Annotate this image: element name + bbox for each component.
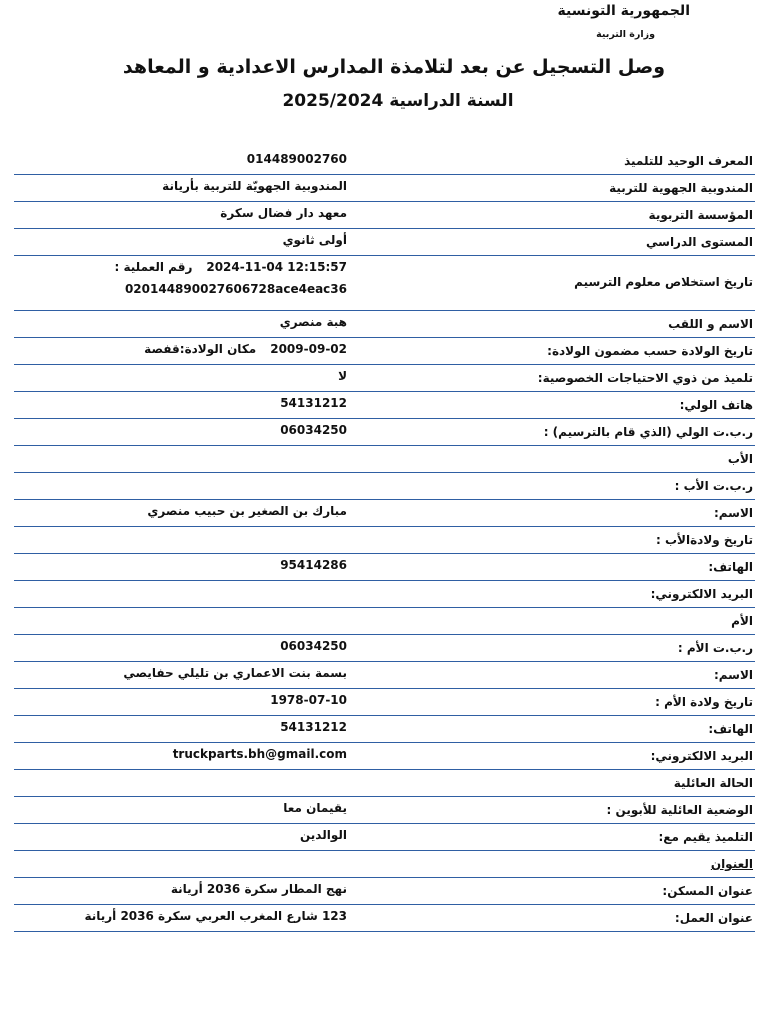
full-name-value: هبة منصري <box>279 315 347 329</box>
special-needs-label: تلميذ من ذوي الاحتياجات الخصوصية: <box>537 371 753 385</box>
registration-table <box>14 148 755 932</box>
father-phone-value: 95414286 <box>280 558 347 572</box>
row-lives-with <box>14 824 755 851</box>
row-student-id <box>14 148 755 175</box>
student-id-value: 014489002760 <box>246 152 347 166</box>
mother-cin-value: 06034250 <box>280 639 347 653</box>
row-father-cin <box>14 473 755 500</box>
institution-value: معهد دار فضال سكرة <box>220 206 347 220</box>
special-needs-value: لا <box>338 369 347 383</box>
father-name-label: الاسم: <box>713 506 753 520</box>
family-section-heading: الحالة العائلية <box>673 776 753 790</box>
row-mother-section <box>14 608 755 635</box>
row-mother-email <box>14 743 755 770</box>
row-guardian-phone <box>14 392 755 419</box>
republic-label: الجمهورية التونسية <box>557 3 690 19</box>
payment-value <box>115 260 347 296</box>
row-guardian-cin <box>14 419 755 446</box>
guardian-cin-value: 06034250 <box>280 423 347 437</box>
row-mother-cin <box>14 635 755 662</box>
regional-office-value: المندوبية الجهويّة للتربية بأريانة <box>162 179 347 193</box>
row-mother-phone <box>14 716 755 743</box>
guardian-phone-value: 54131212 <box>280 396 347 410</box>
mother-name-label: الاسم: <box>713 668 753 682</box>
birth-place: مكان الولادة:قفصة <box>144 342 257 356</box>
parents-status-value: يقيمان معا <box>283 801 347 815</box>
row-regional-office <box>14 175 755 202</box>
row-father-name <box>14 500 755 527</box>
row-work-address <box>14 905 755 932</box>
regional-office-label: المندوبية الجهوية للتربية <box>609 181 753 195</box>
lives-with-value: الوالدين <box>300 828 347 842</box>
level-label: المستوى الدراسي <box>646 235 753 249</box>
work-address-value: 123 شارع المغرب العربي سكرة 2036 أريانة <box>84 909 347 923</box>
payment-datetime: 2024-11-04 12:15:57 <box>206 260 347 274</box>
home-address-value: نهج المطار سكرة 2036 أريانة <box>170 882 347 896</box>
home-address-label: عنوان المسكن: <box>662 884 753 898</box>
father-phone-label: الهاتف: <box>708 560 753 574</box>
birth-label: تاريخ الولادة حسب مضمون الولادة: <box>547 344 753 358</box>
row-mother-name <box>14 662 755 689</box>
mother-birth-label: تاريخ ولادة الأم : <box>655 695 753 709</box>
parents-status-label: الوضعية العائلية للأبوين : <box>606 803 753 817</box>
row-mother-birth <box>14 689 755 716</box>
address-section-heading: العنوان <box>710 857 753 871</box>
mother-phone-value: 54131212 <box>280 720 347 734</box>
institution-label: المؤسسة التربوية <box>648 208 753 222</box>
row-address-section <box>14 851 755 878</box>
row-institution <box>14 202 755 229</box>
birth-value <box>144 342 347 356</box>
father-cin-label: ر.ب.ت الأب : <box>674 479 753 493</box>
student-id-label: المعرف الوحيد للتلميذ <box>624 154 753 168</box>
row-home-address <box>14 878 755 905</box>
row-father-email <box>14 581 755 608</box>
mother-name-value: بسمة بنت الاعماري بن تليلي حفايصي <box>123 666 347 680</box>
school-year: السنة الدراسية 2025/2024 <box>282 91 514 111</box>
row-birth <box>14 338 755 365</box>
birth-date: 2009-09-02 <box>270 342 347 356</box>
level-value: أولى ثانوي <box>282 233 347 247</box>
row-parents-status <box>14 797 755 824</box>
guardian-phone-label: هاتف الولي: <box>679 398 753 412</box>
row-level <box>14 229 755 256</box>
row-payment <box>14 256 755 311</box>
row-father-birth <box>14 527 755 554</box>
father-birth-label: تاريخ ولادةالأب : <box>656 533 753 547</box>
ministry-label: وزارة التربية <box>596 29 655 40</box>
row-family-section <box>14 770 755 797</box>
mother-section-heading: الأم <box>731 614 753 628</box>
father-section-heading: الأب <box>727 452 753 466</box>
lives-with-label: التلميذ يقيم مع: <box>658 830 753 844</box>
row-father-section <box>14 446 755 473</box>
mother-cin-label: ر.ب.ت الأم : <box>677 641 753 655</box>
row-special-needs <box>14 365 755 392</box>
row-full-name <box>14 311 755 338</box>
operation-number-label: رقم العملية : <box>114 260 193 274</box>
row-father-phone <box>14 554 755 581</box>
mother-phone-label: الهاتف: <box>708 722 753 736</box>
payment-date-label: تاريخ استخلاص معلوم الترسيم <box>574 275 753 289</box>
document-title: وصل التسجيل عن بعد لتلامذة المدارس الاعدادية و المعاهد <box>122 56 666 78</box>
full-name-label: الاسم و اللقب <box>668 317 753 331</box>
work-address-label: عنوان العمل: <box>674 911 753 925</box>
mother-birth-value: 1978-07-10 <box>270 693 347 707</box>
mother-email-value: truckparts.bh@gmail.com <box>172 747 347 761</box>
guardian-cin-label: ر.ب.ت الولي (الذي قام بالترسيم) : <box>543 425 753 439</box>
operation-number: 020144890027606728ace4eac36 <box>124 282 347 296</box>
father-email-label: البريد الالكتروني: <box>650 587 753 601</box>
mother-email-label: البريد الالكتروني: <box>650 749 753 763</box>
father-name-value: مبارك بن الصغير بن حبيب منصري <box>147 504 347 518</box>
